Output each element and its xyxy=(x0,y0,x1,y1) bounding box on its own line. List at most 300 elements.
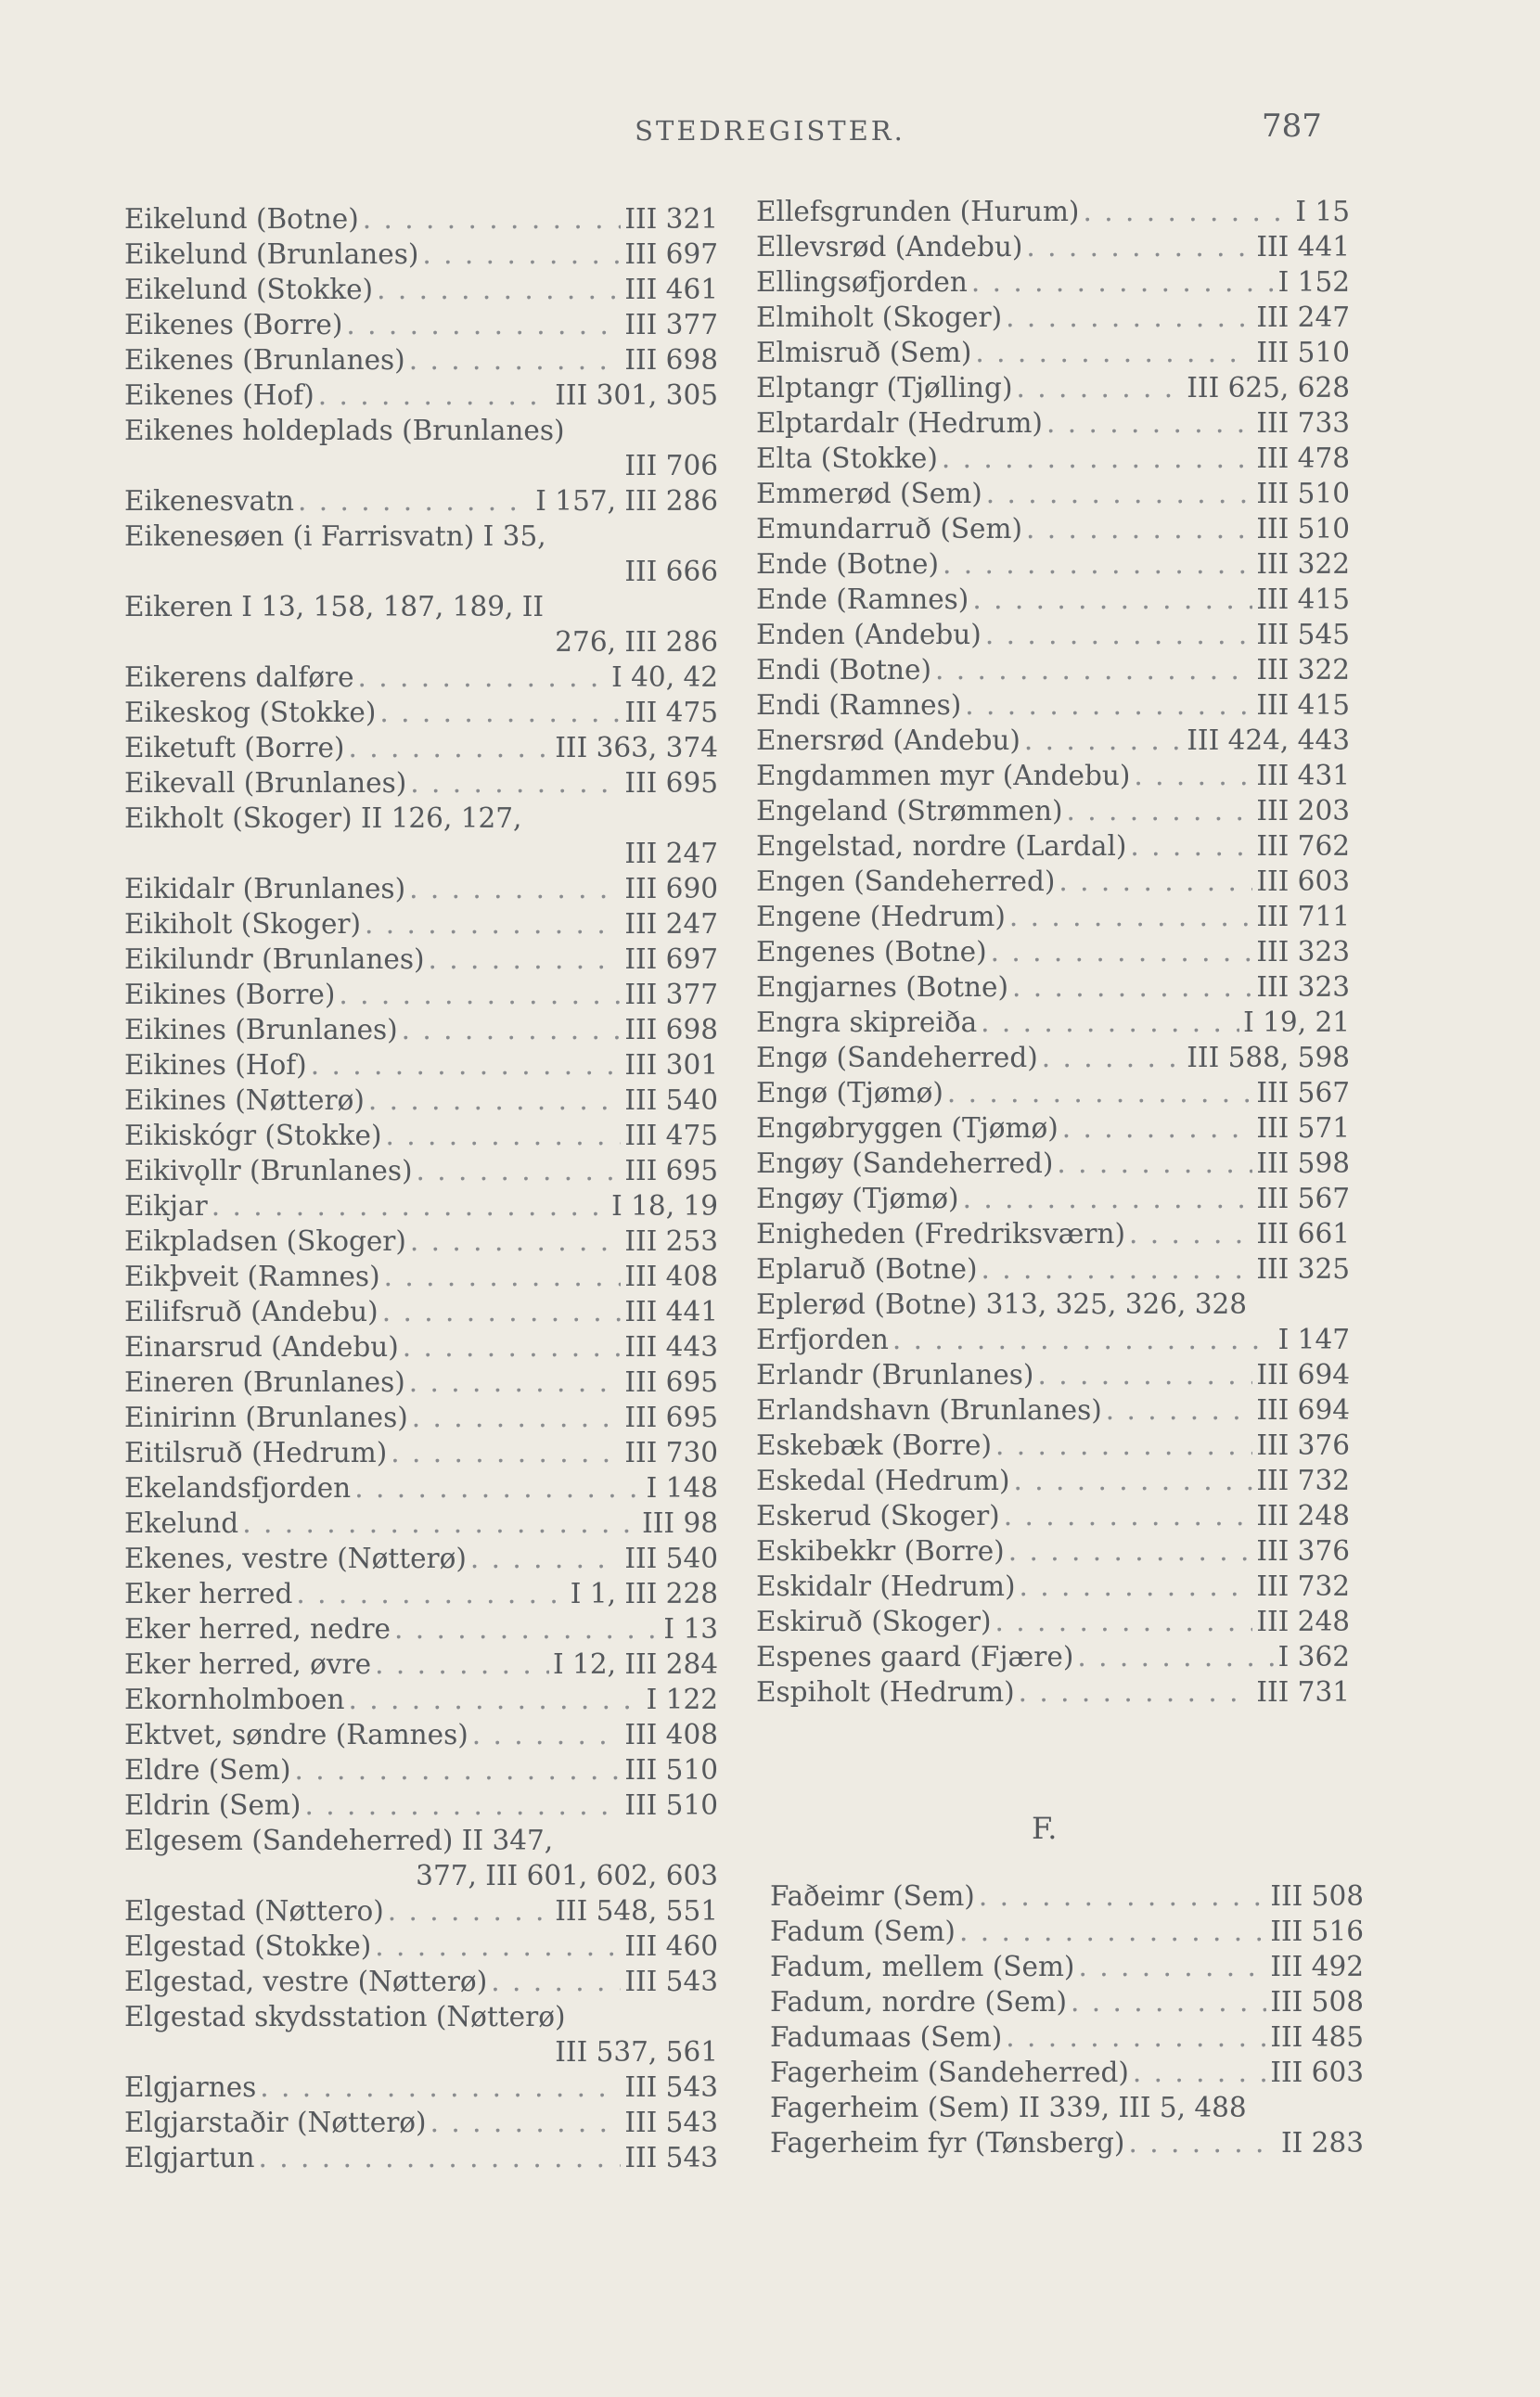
dot-leader xyxy=(410,765,621,801)
index-entry xyxy=(124,2034,718,2070)
index-entry xyxy=(124,1047,718,1083)
entry-reference: III 247 xyxy=(624,838,718,869)
index-entry xyxy=(124,1541,718,1576)
entry-reference: I 40, 42 xyxy=(611,661,718,693)
entry-reference: III 571 xyxy=(1256,1112,1350,1144)
entry-reference: III 510 xyxy=(1256,478,1350,509)
entry-reference: III 732 xyxy=(1256,1465,1350,1496)
entry-reference: III 537, 561 xyxy=(555,2036,718,2068)
dot-leader xyxy=(1008,1533,1253,1569)
entry-reference: III 695 xyxy=(624,767,718,799)
dot-leader xyxy=(1057,1146,1252,1181)
entry-reference: I 19, 21 xyxy=(1243,1006,1350,1038)
entry-term: Eikines (Nøtterø) xyxy=(124,1084,365,1116)
entry-term: Endi (Ramnes) xyxy=(756,689,962,721)
entry-reference: III 248 xyxy=(1256,1500,1350,1532)
index-column-right-f xyxy=(770,1878,1364,2160)
index-entry xyxy=(756,511,1350,546)
dot-leader xyxy=(391,1435,621,1470)
index-entry xyxy=(756,969,1350,1005)
entry-term: Ellingsøfjorden xyxy=(756,266,968,298)
index-entry xyxy=(124,1153,718,1188)
entry-reference: III 540 xyxy=(624,1084,718,1116)
entry-reference: III 706 xyxy=(624,450,718,481)
entry-reference: III 666 xyxy=(624,556,718,587)
index-entry xyxy=(124,1188,718,1224)
index-entry xyxy=(756,405,1350,441)
entry-term: Eplaruð (Botne) xyxy=(756,1253,978,1285)
entry-reference: III 424, 443 xyxy=(1187,724,1350,756)
entry-term: Eineren (Brunlanes) xyxy=(124,1366,405,1398)
entry-reference: 276, III 286 xyxy=(555,626,718,658)
dot-leader xyxy=(971,264,1275,300)
dot-leader xyxy=(1009,899,1252,934)
index-entry xyxy=(124,1999,718,2034)
index-entry xyxy=(124,201,718,237)
entry-reference: III 733 xyxy=(1256,407,1350,439)
entry-term: Engen (Sandeherred) xyxy=(756,865,1056,897)
index-entry xyxy=(124,695,718,730)
entry-term: Endi (Botne) xyxy=(756,654,931,686)
dot-leader xyxy=(422,237,621,272)
entry-term: Eskedal (Hedrum) xyxy=(756,1465,1010,1496)
index-entry xyxy=(124,765,718,801)
dot-leader xyxy=(375,1929,621,1964)
entry-reference: III 543 xyxy=(624,2071,718,2103)
dot-leader xyxy=(1134,758,1252,793)
entry-reference: III 697 xyxy=(624,943,718,975)
index-entry xyxy=(756,1075,1350,1110)
entry-reference: III 478 xyxy=(1256,442,1350,474)
entry-term: Eikilundr (Brunlanes) xyxy=(124,943,425,975)
entry-term: Elgjartun xyxy=(124,2142,255,2173)
entry-reference: III 510 xyxy=(1256,513,1350,545)
index-entry xyxy=(756,828,1350,864)
entry-term: Eker herred xyxy=(124,1578,293,1609)
entry-term: Fadum, mellem (Sem) xyxy=(770,1951,1075,1982)
entry-reference: III 376 xyxy=(1256,1535,1350,1567)
dot-leader xyxy=(349,1682,643,1717)
dot-leader xyxy=(985,617,1253,652)
entry-reference: I 157, III 286 xyxy=(535,485,718,517)
dot-leader xyxy=(260,2070,621,2105)
entry-term: Eikenes (Brunlanes) xyxy=(124,344,405,376)
dot-leader xyxy=(358,660,609,695)
page-number: 787 xyxy=(1262,108,1322,145)
index-entry xyxy=(756,1040,1350,1075)
entry-term: Enden (Andebu) xyxy=(756,619,982,650)
index-entry xyxy=(124,2140,718,2175)
dot-leader xyxy=(1128,2125,1277,2160)
index-entry xyxy=(756,476,1350,511)
index-entry xyxy=(124,1506,718,1541)
dot-leader xyxy=(1130,828,1252,864)
entry-reference: III 98 xyxy=(642,1507,718,1539)
index-entry xyxy=(124,1365,718,1400)
index-entry xyxy=(770,2019,1364,2055)
entry-reference: III 730 xyxy=(624,1437,718,1468)
dot-leader xyxy=(1026,229,1252,264)
entry-reference: I 148 xyxy=(646,1472,718,1504)
dot-leader xyxy=(986,476,1253,511)
entry-term: Ekornholmboen xyxy=(124,1684,345,1715)
dot-leader xyxy=(298,483,532,519)
entry-term: Elgestad (Nøttero) xyxy=(124,1895,384,1927)
index-entry xyxy=(756,264,1350,300)
index-entry xyxy=(756,1604,1350,1639)
index-entry xyxy=(124,483,718,519)
entry-reference: III 732 xyxy=(1256,1570,1350,1602)
entry-term: Eskiruð (Skoger) xyxy=(756,1606,992,1637)
entry-reference: III 248 xyxy=(1256,1606,1350,1637)
index-entry xyxy=(756,1251,1350,1287)
index-entry xyxy=(124,871,718,906)
dot-leader xyxy=(1006,300,1252,335)
index-entry xyxy=(124,1929,718,1964)
entry-reference: III 492 xyxy=(1270,1951,1364,1982)
entry-term: Engene (Hedrum) xyxy=(756,901,1006,932)
entry-term: Eskebæk (Borre) xyxy=(756,1429,992,1461)
dot-leader xyxy=(972,582,1252,617)
entry-term: Elgesem (Sandeherred) II 347, xyxy=(124,1825,554,1856)
dot-leader xyxy=(384,1259,622,1294)
index-entry xyxy=(124,413,718,448)
entry-reference: III 322 xyxy=(1256,548,1350,580)
entry-reference: III 363, 374 xyxy=(555,732,718,763)
entry-reference: III 321 xyxy=(624,203,718,235)
entry-reference: III 441 xyxy=(624,1296,718,1327)
index-entry xyxy=(124,1435,718,1470)
index-entry xyxy=(124,1893,718,1929)
entry-term: Espiholt (Hedrum) xyxy=(756,1676,1015,1708)
entry-term: Ellefsgrunden (Hurum) xyxy=(756,196,1080,227)
entry-reference: III 247 xyxy=(624,908,718,940)
entry-term: Eldre (Sem) xyxy=(124,1754,291,1786)
entry-reference: III 460 xyxy=(624,1930,718,1962)
entry-reference: III 247 xyxy=(1256,301,1350,333)
index-entry xyxy=(124,1964,718,1999)
entry-reference: III 325 xyxy=(1256,1253,1350,1285)
dot-leader xyxy=(1062,1110,1253,1146)
index-entry xyxy=(124,554,718,589)
dot-leader xyxy=(995,1604,1253,1639)
dot-leader xyxy=(403,1329,622,1365)
entry-reference: III 661 xyxy=(1256,1218,1350,1250)
entry-reference: III 323 xyxy=(1256,936,1350,968)
index-entry xyxy=(756,1110,1350,1146)
entry-term: Elgjarstaðir (Nøtterø) xyxy=(124,2107,427,2138)
dot-leader xyxy=(975,335,1252,370)
entry-term: Enigheden (Fredriksværn) xyxy=(756,1218,1126,1250)
dot-leader xyxy=(1083,194,1291,229)
dot-leader xyxy=(995,1428,1252,1463)
index-entry xyxy=(756,1392,1350,1428)
entry-reference: I 362 xyxy=(1277,1641,1350,1673)
dot-leader xyxy=(410,1224,621,1259)
index-entry xyxy=(124,1717,718,1752)
index-entry xyxy=(124,1118,718,1153)
entry-term: Ektvet, søndre (Ramnes) xyxy=(124,1719,468,1750)
entry-reference: III 203 xyxy=(1256,795,1350,827)
entry-reference: III 377 xyxy=(624,309,718,340)
entry-term: Eikevall (Brunlanes) xyxy=(124,767,407,799)
dot-leader xyxy=(1106,1392,1253,1428)
entry-term: Eikelund (Brunlanes) xyxy=(124,238,419,270)
dot-leader xyxy=(965,687,1252,723)
index-entry xyxy=(124,1576,718,1611)
entry-reference: III 690 xyxy=(624,873,718,904)
entry-reference: III 510 xyxy=(624,1789,718,1821)
index-entry xyxy=(770,1878,1364,1914)
dot-leader xyxy=(304,1788,621,1823)
dot-leader xyxy=(212,1188,608,1224)
entry-term: Fagerheim fyr (Tønsberg) xyxy=(770,2127,1125,2159)
dot-leader xyxy=(1078,1949,1266,1984)
entry-term: Eikeskog (Stokke) xyxy=(124,697,377,728)
entry-reference: III 475 xyxy=(624,1120,718,1151)
dot-leader xyxy=(402,1012,622,1047)
entry-reference: II 283 xyxy=(1281,2127,1364,2159)
dot-leader xyxy=(388,1893,552,1929)
index-entry xyxy=(756,652,1350,687)
entry-term: Eldrin (Sem) xyxy=(124,1789,302,1821)
dot-leader xyxy=(1016,370,1183,405)
index-entry xyxy=(124,448,718,483)
entry-term: Erlandr (Brunlanes) xyxy=(756,1359,1034,1391)
index-entry xyxy=(756,864,1350,899)
dot-leader xyxy=(242,1506,638,1541)
index-entry xyxy=(124,624,718,660)
index-entry xyxy=(756,899,1350,934)
index-entry xyxy=(756,723,1350,758)
index-entry xyxy=(124,1611,718,1647)
entry-term: Eikiskógr (Stokke) xyxy=(124,1120,382,1151)
entry-reference: I 147 xyxy=(1277,1324,1350,1355)
dot-leader xyxy=(429,942,622,977)
dot-leader xyxy=(1013,1463,1252,1498)
entry-term: Eikelund (Stokke) xyxy=(124,274,374,305)
entry-term: Engøy (Sandeherred) xyxy=(756,1147,1054,1179)
entry-reference: III 695 xyxy=(624,1155,718,1186)
index-entry xyxy=(124,1682,718,1717)
entry-reference: III 697 xyxy=(624,238,718,270)
index-entry xyxy=(756,546,1350,582)
dot-leader xyxy=(1019,1674,1253,1710)
entry-reference: III 543 xyxy=(624,1966,718,1997)
entry-term: Eiketuft (Borre) xyxy=(124,732,345,763)
entry-reference: III 603 xyxy=(1270,2057,1364,2088)
index-entry xyxy=(756,229,1350,264)
entry-reference: III 510 xyxy=(624,1754,718,1786)
dot-leader xyxy=(1006,2019,1266,2055)
dot-leader xyxy=(409,342,622,378)
dot-leader xyxy=(363,201,622,237)
entry-reference: 377, III 601, 602, 603 xyxy=(416,1860,718,1891)
entry-reference: I 152 xyxy=(1277,266,1350,298)
entry-reference: III 431 xyxy=(1256,760,1350,791)
index-entry xyxy=(124,1647,718,1682)
entry-reference: III 510 xyxy=(1256,337,1350,368)
entry-term: Fadum (Sem) xyxy=(770,1916,956,1947)
section-letter: F. xyxy=(1032,1811,1058,1846)
entry-term: Eikenesvatn xyxy=(124,485,295,517)
entry-term: Eikjar xyxy=(124,1190,208,1222)
entry-term: Eikidalr (Brunlanes) xyxy=(124,873,406,904)
entry-term: Elptangr (Tjølling) xyxy=(756,372,1013,404)
entry-reference: III 548, 551 xyxy=(555,1895,718,1927)
index-entry xyxy=(124,2105,718,2140)
entry-term: Elgjarnes xyxy=(124,2071,257,2103)
entry-term: Elgestad (Stokke) xyxy=(124,1930,372,1962)
entry-reference: I 15 xyxy=(1295,196,1350,227)
entry-term: Eplerød (Botne) 313, 325, 326, 328 xyxy=(756,1288,1248,1320)
dot-leader xyxy=(963,1181,1253,1216)
index-entry xyxy=(756,582,1350,617)
index-entry xyxy=(756,793,1350,828)
entry-reference: III 567 xyxy=(1256,1183,1350,1214)
dot-leader xyxy=(1004,1498,1253,1533)
dot-leader xyxy=(294,1752,621,1788)
dot-leader xyxy=(412,1400,622,1435)
entry-term: Elgestad skydsstation (Nøtterø) xyxy=(124,2001,566,2032)
entry-reference: III 545 xyxy=(1256,619,1350,650)
entry-reference: III 322 xyxy=(1256,654,1350,686)
entry-term: Eikenes (Hof) xyxy=(124,379,314,411)
dot-leader xyxy=(1077,1639,1274,1674)
dot-leader xyxy=(1046,405,1252,441)
index-entry xyxy=(756,1287,1350,1322)
dot-leader xyxy=(354,1470,642,1506)
entry-term: Eikpladsen (Skoger) xyxy=(124,1225,406,1257)
dot-leader xyxy=(1059,864,1252,899)
entry-reference: III 323 xyxy=(1256,971,1350,1003)
entry-reference: III 301 xyxy=(624,1049,718,1081)
entry-term: Elmiholt (Skoger) xyxy=(756,301,1003,333)
dot-leader xyxy=(1042,1040,1184,1075)
index-entry xyxy=(124,1858,718,1893)
index-entry xyxy=(756,1216,1350,1251)
index-entry xyxy=(756,1005,1350,1040)
running-header: STEDREGISTER. xyxy=(635,115,905,147)
dot-leader xyxy=(1020,1569,1253,1604)
dot-leader xyxy=(1037,1357,1252,1392)
index-entry xyxy=(756,1498,1350,1533)
index-entry xyxy=(124,1294,718,1329)
entry-term: Eikelund (Botne) xyxy=(124,203,359,235)
index-entry xyxy=(770,2090,1364,2125)
entry-term: Eikenes (Borre) xyxy=(124,309,343,340)
entry-reference: III 762 xyxy=(1256,830,1350,862)
entry-reference: III 694 xyxy=(1256,1359,1350,1391)
entry-reference: III 588, 598 xyxy=(1187,1042,1350,1073)
index-entry xyxy=(756,300,1350,335)
index-entry xyxy=(124,342,718,378)
entry-term: Emmerød (Sem) xyxy=(756,478,982,509)
index-entry xyxy=(756,1357,1350,1392)
entry-reference: III 598 xyxy=(1256,1147,1350,1179)
entry-reference: I 122 xyxy=(646,1684,718,1715)
entry-term: Ende (Botne) xyxy=(756,548,940,580)
entry-reference: III 408 xyxy=(624,1261,718,1292)
dot-leader xyxy=(959,1914,1266,1949)
entry-reference: III 695 xyxy=(624,1366,718,1398)
dot-leader xyxy=(947,1075,1252,1110)
dot-leader xyxy=(1024,723,1183,758)
index-entry xyxy=(756,617,1350,652)
dot-leader xyxy=(935,652,1252,687)
entry-term: Eikines (Hof) xyxy=(124,1049,307,1081)
entry-reference: I 18, 19 xyxy=(611,1190,718,1222)
entry-term: Eikholt (Skoger) II 126, 127, xyxy=(124,802,522,834)
index-entry xyxy=(756,441,1350,476)
entry-reference: III 711 xyxy=(1256,901,1350,932)
index-entry xyxy=(124,801,718,836)
dot-leader xyxy=(470,1541,621,1576)
index-entry xyxy=(756,934,1350,969)
entry-term: Eikerens dalføre xyxy=(124,661,354,693)
index-entry xyxy=(756,1463,1350,1498)
index-entry xyxy=(756,1146,1350,1181)
index-entry xyxy=(124,660,718,695)
dot-leader xyxy=(296,1576,566,1611)
entry-term: Engøy (Tjømø) xyxy=(756,1183,959,1214)
entry-reference: III 508 xyxy=(1270,1880,1364,1912)
entry-term: Fadumaas (Sem) xyxy=(770,2021,1003,2053)
dot-leader xyxy=(259,2140,622,2175)
entry-term: Eikenes holdeplads (Brunlanes) xyxy=(124,415,565,446)
entry-term: Eilifsruð (Andebu) xyxy=(124,1296,379,1327)
entry-term: Ekenes, vestre (Nøtterø) xyxy=(124,1543,467,1574)
dot-leader xyxy=(430,2105,622,2140)
dot-leader xyxy=(318,378,552,413)
entry-reference: III 694 xyxy=(1256,1394,1350,1426)
dot-leader xyxy=(339,977,621,1012)
entry-term: Engelstad, nordre (Lardal) xyxy=(756,830,1127,862)
entry-term: Enersrød (Andebu) xyxy=(756,724,1020,756)
entry-term: Engøbryggen (Tjømø) xyxy=(756,1112,1059,1144)
index-entry xyxy=(124,1470,718,1506)
entry-term: Eikivǫllr (Brunlanes) xyxy=(124,1155,413,1186)
entry-term: Ellevsrød (Andebu) xyxy=(756,231,1023,263)
dot-leader xyxy=(991,934,1253,969)
entry-reference: III 625, 628 xyxy=(1187,372,1350,404)
dot-leader xyxy=(382,1294,622,1329)
index-entry xyxy=(756,1569,1350,1604)
index-column-right xyxy=(756,194,1350,1710)
entry-reference: III 698 xyxy=(624,1014,718,1045)
dot-leader xyxy=(416,1153,621,1188)
entry-term: Eitilsruð (Hedrum) xyxy=(124,1437,388,1468)
entry-term: Espenes gaard (Fjære) xyxy=(756,1641,1074,1673)
index-entry xyxy=(756,687,1350,723)
index-entry xyxy=(124,589,718,624)
index-entry xyxy=(124,2070,718,2105)
entry-reference: III 443 xyxy=(624,1331,718,1363)
dot-leader xyxy=(892,1322,1275,1357)
entry-reference: III 441 xyxy=(1256,231,1350,263)
entry-reference: I 1, III 228 xyxy=(570,1578,718,1609)
entry-reference: III 603 xyxy=(1256,865,1350,897)
entry-term: Eikines (Borre) xyxy=(124,979,336,1010)
entry-term: Ekelandsfjorden xyxy=(124,1472,352,1504)
entry-term: Engjarnes (Botne) xyxy=(756,971,1008,1003)
index-column-left xyxy=(124,201,718,2175)
index-entry xyxy=(756,1181,1350,1216)
entry-reference: III 543 xyxy=(624,2142,718,2173)
index-entry xyxy=(756,335,1350,370)
index-entry xyxy=(770,2055,1364,2090)
entry-reference: III 540 xyxy=(624,1543,718,1574)
